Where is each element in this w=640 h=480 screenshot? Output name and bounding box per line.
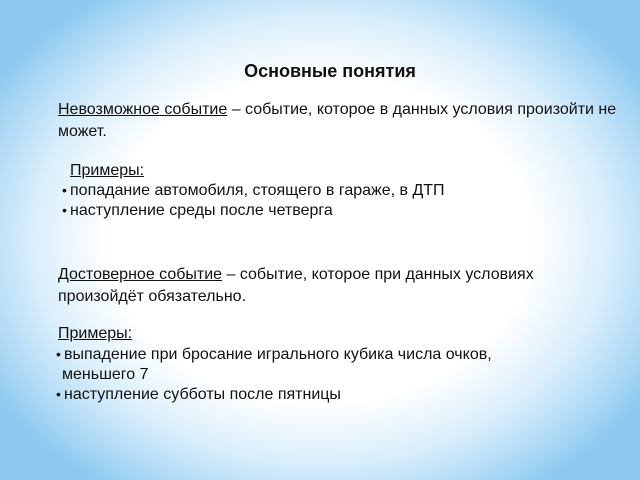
impossible-event-term: Невозможное событие xyxy=(58,101,228,118)
list-item: • попадание автомобиля, стоящего в гараже, в ДТП xyxy=(62,181,445,201)
certain-event-definition xyxy=(58,264,618,308)
certain-examples-list xyxy=(56,345,492,405)
impossible-event-text: – событие, которое в данных условия произойти не может. xyxy=(58,101,617,140)
list-item: • выпадение при бросание игрального кубика числа очков, xyxy=(56,345,492,365)
impossible-examples-label: Примеры: xyxy=(70,162,145,179)
impossible-event-definition xyxy=(58,99,618,143)
certain-examples-label: Примеры: xyxy=(58,325,133,342)
list-item: • наступление субботы после пятницы xyxy=(56,385,492,405)
certain-event-text: – событие, которое при данных условиях произойдёт обязательно. xyxy=(58,266,534,305)
impossible-examples-list xyxy=(62,181,445,221)
list-item: • наступление среды после четверга xyxy=(62,201,445,221)
certain-event-term: Достоверное событие xyxy=(58,266,223,283)
list-item-continuation: меньшего 7 xyxy=(62,366,149,383)
slide-title: Основные понятия xyxy=(244,61,416,81)
